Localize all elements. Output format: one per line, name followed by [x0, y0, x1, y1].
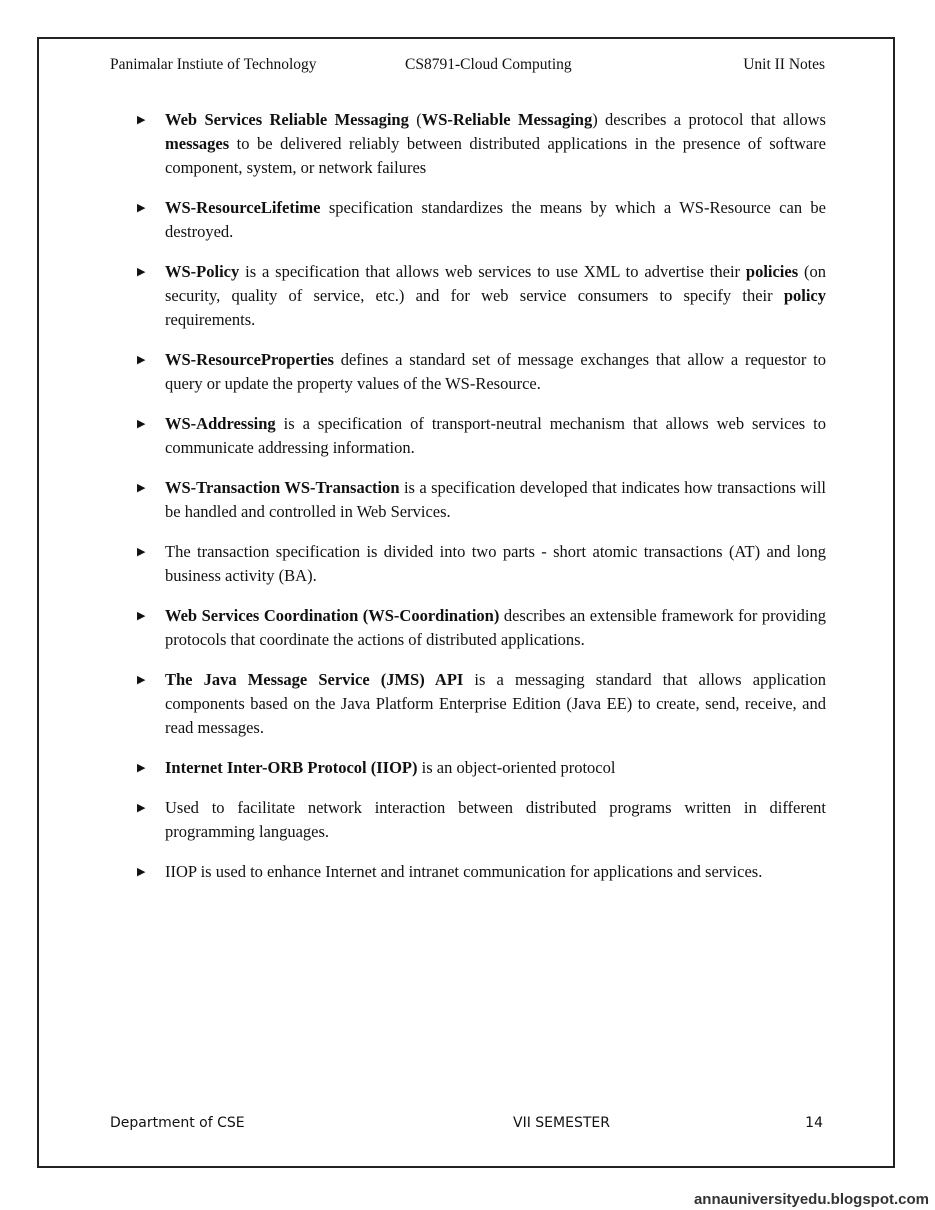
list-item — [130, 476, 826, 524]
right-triangle-icon: ▶ — [137, 866, 146, 878]
list-item — [130, 668, 826, 740]
list-item — [130, 796, 826, 844]
right-triangle-icon: ▶ — [137, 266, 146, 278]
bold-term: policy — [783, 286, 826, 305]
right-triangle-icon: ▶ — [137, 114, 146, 126]
list-item-text — [165, 348, 826, 396]
list-item-text — [165, 196, 826, 244]
list-item-text — [165, 260, 826, 332]
text-run: is a specification of transport-neutral mechanism that allows web services to communicate addressing information. — [165, 414, 826, 457]
bold-term: messages — [165, 134, 230, 153]
list-item — [130, 860, 826, 884]
header-unit: Unit II Notes — [743, 56, 825, 73]
right-triangle-icon: ▶ — [137, 762, 146, 774]
list-item-text — [165, 108, 826, 180]
text-run: The transaction specification is divided into two parts - short atomic transactions (AT) and long business activity (BA). — [165, 542, 826, 585]
list-item-text — [165, 604, 826, 652]
list-item — [130, 108, 826, 180]
right-triangle-icon: ▶ — [137, 354, 146, 366]
right-triangle-icon: ▶ — [137, 610, 146, 622]
text-run: ) describes a protocol that allows — [592, 110, 826, 129]
right-triangle-icon: ▶ — [137, 802, 146, 814]
bold-term: Web Services Coordination (WS-Coordination) — [165, 606, 500, 625]
text-run: to be delivered reliably between distributed applications in the presence of software component, system, or network failures — [165, 134, 826, 177]
bold-term: Internet Inter-ORB Protocol (IIOP) — [165, 758, 418, 777]
header-institute: Panimalar Instiute of Technology — [110, 56, 317, 73]
list-item-text — [165, 476, 826, 524]
text-run: is a specification developed that indicates how transactions will be handled and controlled in Web Services. — [165, 478, 826, 521]
text-run: is a specification that allows web services to use XML to advertise their — [239, 262, 746, 281]
list-item — [130, 196, 826, 244]
list-item-text — [165, 412, 826, 460]
list-item — [130, 260, 826, 332]
list-item — [130, 540, 826, 588]
list-item — [130, 412, 826, 460]
list-item — [130, 604, 826, 652]
list-item — [130, 756, 826, 780]
right-triangle-icon: ▶ — [137, 674, 146, 686]
bold-term: WS-Transaction WS-Transaction — [165, 478, 400, 497]
text-run: (on security, quality of service, etc.) and for web service consumers to specify their — [165, 262, 826, 305]
text-run: Used to facilitate network interaction between distributed programs written in different programming languages. — [165, 798, 826, 841]
list-item — [130, 348, 826, 396]
right-triangle-icon: ▶ — [137, 418, 146, 430]
header-course: CS8791-Cloud Computing — [405, 56, 572, 73]
bold-term: The Java Message Service (JMS) API — [165, 670, 464, 689]
right-triangle-icon: ▶ — [137, 202, 146, 214]
footer-department: Department of CSE — [110, 1115, 245, 1131]
bold-term: WS-ResourceProperties — [165, 350, 334, 369]
bold-term: WS-Addressing — [165, 414, 276, 433]
bold-term: Web Services Reliable Messaging — [165, 110, 409, 129]
text-run: describes an extensible framework for providing protocols that coordinate the actions of distributed applications. — [165, 606, 826, 649]
text-run: defines a standard set of message exchanges that allow a requestor to query or update the property values of the WS-Resource. — [165, 350, 826, 393]
text-run: is an object-oriented protocol — [417, 758, 616, 777]
list-item-text — [165, 756, 826, 780]
right-triangle-icon: ▶ — [137, 482, 146, 494]
text-run: IIOP is used to enhance Internet and intranet communication for applications and services. — [165, 862, 763, 881]
list-item-text — [165, 668, 826, 740]
text-run: ( — [408, 110, 422, 129]
text-run: specification standardizes the means by which a WS-Resource can be destroyed. — [165, 198, 826, 241]
bold-term: WS-Reliable Messaging — [421, 110, 593, 129]
page-number: 14 — [805, 1115, 823, 1131]
bold-term: policies — [745, 262, 799, 281]
bullet-list — [130, 108, 826, 900]
text-run: is a messaging standard that allows application components based on the Java Platform Enterprise Edition (Java EE) to create, send, receive, and read messages. — [165, 670, 827, 737]
right-triangle-icon: ▶ — [137, 546, 146, 558]
text-run: requirements. — [165, 310, 256, 329]
list-item-text — [165, 796, 826, 844]
watermark-url: annauniversityedu.blogspot.com — [693, 1191, 929, 1208]
list-item-text — [165, 540, 826, 588]
bold-term: WS-ResourceLifetime — [165, 198, 321, 217]
list-item-text — [165, 860, 826, 884]
footer-semester: VII SEMESTER — [513, 1115, 610, 1131]
bold-term: WS-Policy — [165, 262, 240, 281]
